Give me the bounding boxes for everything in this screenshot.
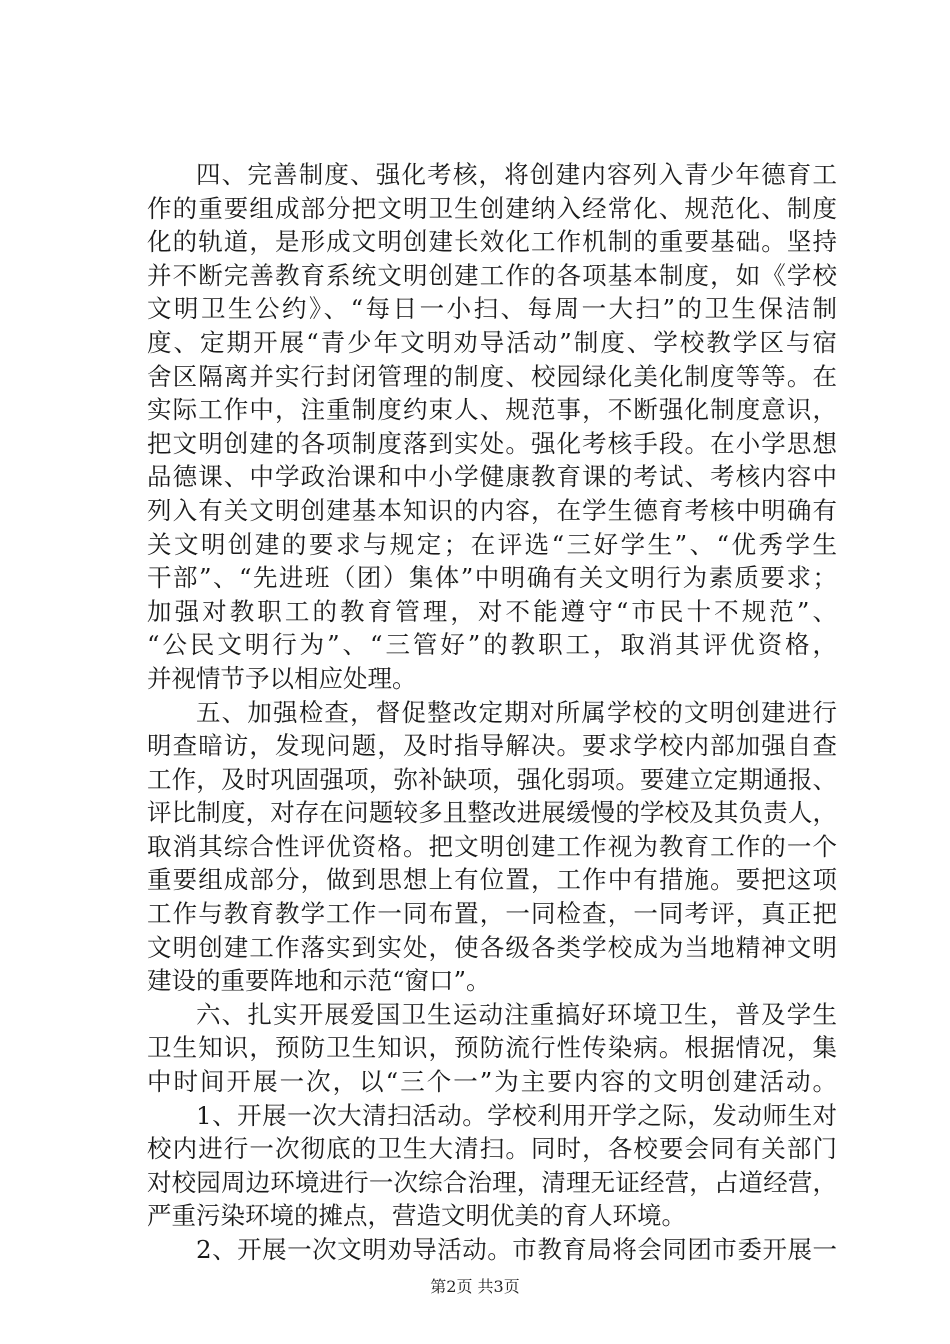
text-line: 重要组成部分，做到思想上有位置，工作中有措施。要把这项: [147, 865, 837, 895]
text-line: 并不断完善教育系统文明创建工作的各项基本制度，如《学校: [147, 260, 837, 290]
text-line: 严重污染环境的摊点，营造文明优美的育人环境。: [147, 1201, 686, 1231]
text-line: 舍区隔离并实行封闭管理的制度、校园绿化美化制度等等。在: [147, 361, 837, 391]
text-line: 列入有关文明创建基本知识的内容，在学生德育考核中明确有: [147, 495, 837, 525]
text-line: 评比制度，对存在问题较多且整改进展缓慢的学校及其负责人，: [147, 798, 837, 828]
text-line: 品德课、中学政治课和中小学健康教育课的考试、考核内容中: [147, 462, 837, 492]
text-line: 明查暗访，发现问题，及时指导解决。要求学校内部加强自查: [147, 731, 837, 761]
text-line: 文明卫生公约》、“每日一小扫、每周一大扫”的卫生保洁制: [147, 294, 837, 324]
text-line: 把文明创建的各项制度落到实处。强化考核手段。在小学思想: [147, 428, 837, 458]
text-line: 工作与教育教学工作一同布置，一同检查，一同考评，真正把: [147, 899, 837, 929]
text-line: 化的轨道，是形成文明创建长效化工作机制的重要基础。坚持: [147, 227, 837, 257]
text-line: 并视情节予以相应处理。: [147, 663, 417, 693]
paragraph-first-line: 2、开展一次文明劝导活动。市教育局将会同团市委开展一: [196, 1235, 837, 1264]
text-line: 卫生知识，预防卫生知识，预防流行性传染病。根据情况，集: [147, 1033, 837, 1063]
text-line: 建设的重要阵地和示范“窗口”。: [147, 966, 491, 996]
paragraph-first-line: 五、加强检查，督促整改定期对所属学校的文明创建进行: [196, 697, 837, 727]
text-line: 对校园周边环境进行一次综合治理，清理无证经营，占道经营，: [147, 1167, 837, 1197]
text-line: 作的重要组成部分把文明卫生创建纳入经常化、规范化、制度: [147, 193, 837, 223]
paragraph-first-line: 四、完善制度、强化考核，将创建内容列入青少年德育工: [196, 160, 837, 189]
text-line: 实际工作中，注重制度约束人、规范事，不断强化制度意识，: [147, 395, 837, 425]
text-line: 干部”、“先进班（团）集体”中明确有关文明行为素质要求；: [147, 563, 837, 593]
text-line: 工作，及时巩固强项，弥补缺项，强化弱项。要建立定期通报、: [147, 764, 837, 794]
text-line: 中时间开展一次，以“三个一”为主要内容的文明创建活动。: [147, 1067, 837, 1097]
paragraph-first-line: 1、开展一次大清扫活动。学校利用开学之际，发动师生对: [196, 1100, 837, 1130]
text-line: “公民文明行为”、“三管好”的教职工，取消其评优资格，: [147, 630, 837, 660]
text-line: 关文明创建的要求与规定；在评选“三好学生”、“优秀学生: [147, 529, 837, 559]
paragraph-first-line: 六、扎实开展爱国卫生运动注重搞好环境卫生，普及学生: [196, 999, 837, 1029]
document-body: [147, 158, 837, 1267]
text-line: 度、定期开展“青少年文明劝导活动”制度、学校教学区与宿: [147, 327, 837, 357]
text-line: 加强对教职工的教育管理，对不能遵守“市民十不规范”、: [147, 596, 837, 626]
page-footer: 第2页 共3页: [430, 1277, 520, 1296]
text-line: 校内进行一次彻底的卫生大清扫。同时，各校要会同有关部门: [147, 1134, 837, 1164]
text-line: 取消其综合性评优资格。把文明创建工作视为教育工作的一个: [147, 831, 837, 861]
text-line: 文明创建工作落实到实处，使各级各类学校成为当地精神文明: [147, 932, 837, 962]
